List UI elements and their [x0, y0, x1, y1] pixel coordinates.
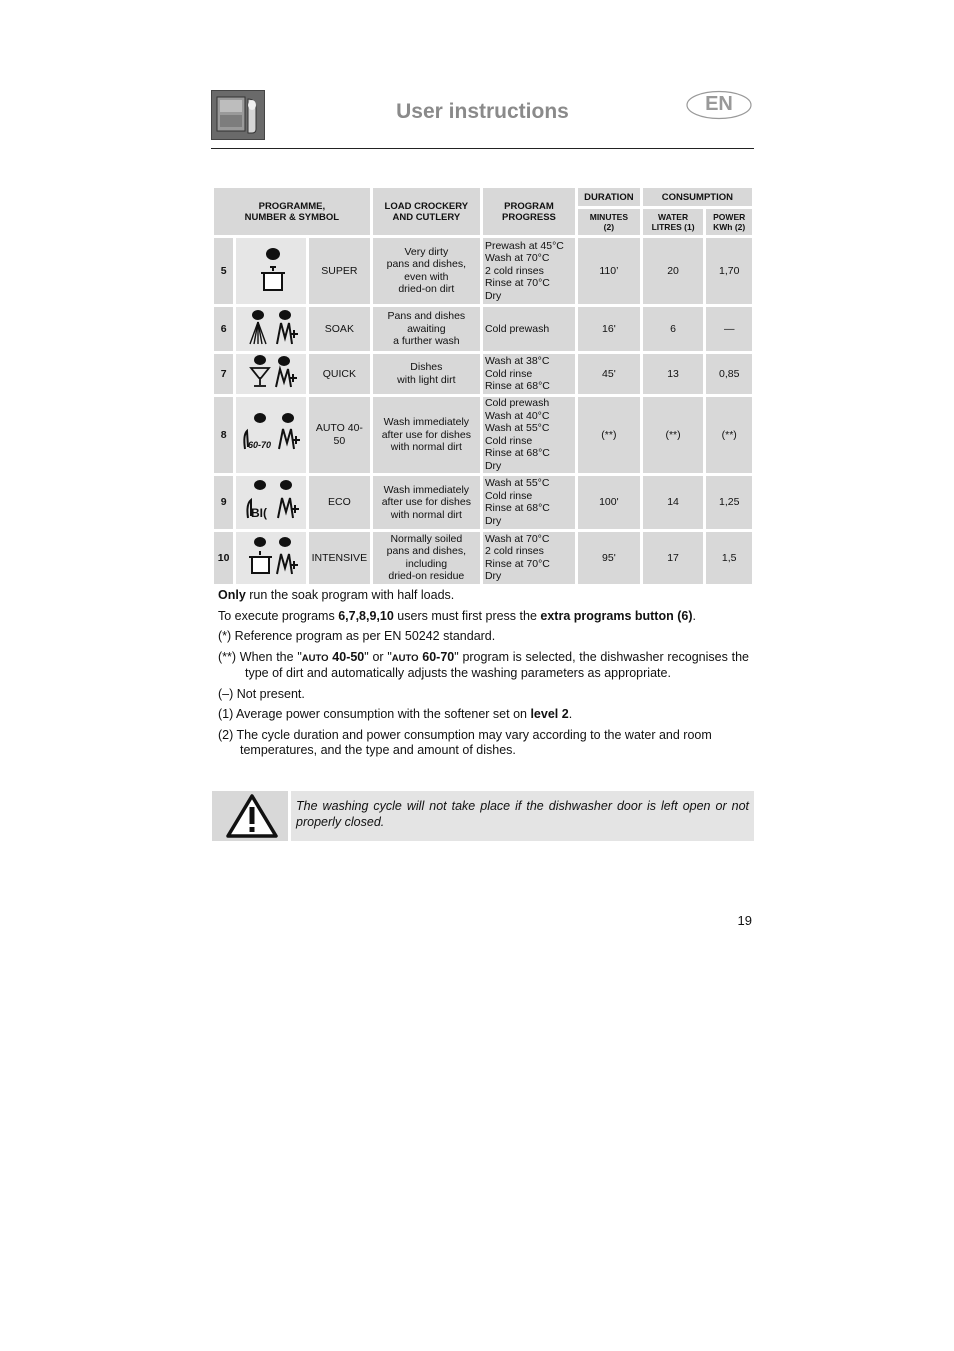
- load-description: Pans and dishes awaiting a further wash: [373, 307, 480, 352]
- bio-symbol-text: BI(: [251, 506, 268, 520]
- header-load: LOAD CROCKERY AND CUTLERY: [373, 188, 480, 235]
- language-code: EN: [705, 93, 733, 115]
- glass-icon: [251, 355, 269, 386]
- header-progress: PROGRAM PROGRESS: [483, 188, 575, 235]
- header-consumption: CONSUMPTION: [643, 188, 752, 206]
- table-row: [214, 397, 752, 474]
- duration-minutes: 16': [578, 307, 640, 352]
- water-litres: (**): [643, 397, 704, 474]
- programme-number: 5: [214, 238, 233, 304]
- extra-program-icon: [276, 356, 297, 387]
- note-auto: (**) When the "AUTO 40-50" or "AUTO 60-70" program is selected, the dishwasher recognises the type of dirt and automatically adjusts the washing parameters as appropriate.: [218, 649, 749, 680]
- power-kwh: 1,5: [706, 532, 752, 585]
- programme-name: INTENSIVE: [309, 532, 370, 585]
- header-power: POWER KWh (2): [706, 209, 752, 235]
- table-row: [214, 532, 752, 585]
- programme-name: SUPER: [309, 238, 370, 304]
- note-extra-programs: To execute programs 6,7,8,9,10 users must first press the extra programs button (6).: [218, 608, 696, 623]
- notes-section: [218, 588, 749, 764]
- programme-number: 7: [214, 354, 233, 394]
- shower-icon: [250, 310, 266, 344]
- warning-text-box: [291, 791, 754, 841]
- power-kwh: —: [706, 307, 752, 352]
- water-litres: 14: [643, 476, 704, 529]
- extra-program-icon: [278, 480, 299, 518]
- extra-program-icon: [277, 310, 298, 344]
- extra-program-icon: [279, 413, 300, 449]
- duration-minutes: (**): [578, 397, 640, 474]
- note-reference: (*) Reference program as per EN 50242 standard.: [218, 629, 496, 643]
- header-programme: PROGRAMME, NUMBER & SYMBOL: [214, 188, 370, 235]
- programme-name: ECO: [309, 476, 370, 529]
- warning-triangle-icon: [212, 791, 288, 841]
- programme-number: 8: [214, 397, 233, 474]
- page-number: 19: [737, 913, 752, 928]
- power-kwh: (**): [706, 397, 752, 474]
- program-progress: Cold prewash Wash at 40°C Wash at 55°C Cold rinse Rinse at 68°C Dry: [483, 397, 575, 474]
- program-progress: Prewash at 45°C Wash at 70°C 2 cold rinses Rinse at 70°C Dry: [483, 238, 575, 304]
- program-progress: Cold prewash: [483, 307, 575, 352]
- table-row: [214, 354, 752, 394]
- note-softener: (1) Average power consumption with the softener set on level 2.: [218, 707, 573, 721]
- duration-minutes: 110’: [578, 238, 640, 304]
- table-row: [214, 238, 752, 304]
- water-litres: 6: [643, 307, 704, 352]
- page-header: [211, 88, 754, 150]
- programme-number: 10: [214, 532, 233, 585]
- auto-symbol: [236, 397, 306, 474]
- auto-icon: [245, 413, 272, 450]
- table-row: [214, 476, 752, 529]
- water-litres: 17: [643, 532, 704, 585]
- load-description: Dishes with light dirt: [373, 354, 480, 394]
- water-drop-icon: [266, 248, 280, 260]
- programme-number: 9: [214, 476, 233, 529]
- warning-text: The washing cycle will not take place if the dishwasher door is left open or not properly closed.: [296, 799, 749, 829]
- quick-symbol: [236, 354, 306, 394]
- programme-name: QUICK: [309, 354, 370, 394]
- bio-icon: [248, 480, 268, 520]
- extra-program-icon: [277, 537, 298, 574]
- warning-icon-box: [212, 791, 288, 841]
- power-kwh: 1,70: [706, 238, 752, 304]
- pot-icon: [261, 267, 285, 290]
- program-progress: Wash at 38°C Cold rinse Rinse at 68°C: [483, 354, 575, 394]
- duration-minutes: 95': [578, 532, 640, 585]
- pot-icon: [249, 537, 272, 573]
- soak-symbol: [236, 307, 306, 352]
- super-symbol: [236, 238, 306, 304]
- intensive-symbol: [236, 532, 306, 585]
- eco-symbol: [236, 476, 306, 529]
- program-progress: Wash at 70°C 2 cold rinses Rinse at 70°C Dry: [483, 532, 575, 585]
- page-title: User instructions: [396, 100, 569, 123]
- note-duration: (2) The cycle duration and power consumption may vary according to the water and room temperatures, and the type and amount of dishes.: [218, 727, 712, 757]
- header-minutes: MINUTES (2): [578, 209, 640, 235]
- note-not-present: (–) Not present.: [218, 686, 305, 701]
- programme-table: [211, 185, 755, 587]
- table-row: [214, 307, 752, 352]
- load-description: Normally soiled pans and dishes, including dried-on residue: [373, 532, 480, 585]
- auto-symbol-text: 60-70: [248, 439, 272, 450]
- header-duration: DURATION: [578, 188, 640, 206]
- program-progress: Wash at 55°C Cold rinse Rinse at 68°C Dry: [483, 476, 575, 529]
- header-water: WATER LITRES (1): [643, 209, 704, 235]
- header-divider: [211, 148, 754, 149]
- water-litres: 20: [643, 238, 704, 304]
- programme-name: SOAK: [309, 307, 370, 352]
- load-description: Very dirty pans and dishes, even with dried-on dirt: [373, 238, 480, 304]
- language-badge: [686, 90, 752, 120]
- load-description: Wash immediately after use for dishes with normal dirt: [373, 476, 480, 529]
- note-soak: Only run the soak program with half loads.: [218, 588, 455, 602]
- programme-name: AUTO 40-50: [309, 397, 370, 474]
- duration-minutes: 100': [578, 476, 640, 529]
- load-description: Wash immediately after use for dishes with normal dirt: [373, 397, 480, 474]
- water-litres: 13: [643, 354, 704, 394]
- power-kwh: 1,25: [706, 476, 752, 529]
- warning-box: [212, 791, 754, 841]
- power-kwh: 0,85: [706, 354, 752, 394]
- duration-minutes: 45': [578, 354, 640, 394]
- programme-number: 6: [214, 307, 233, 352]
